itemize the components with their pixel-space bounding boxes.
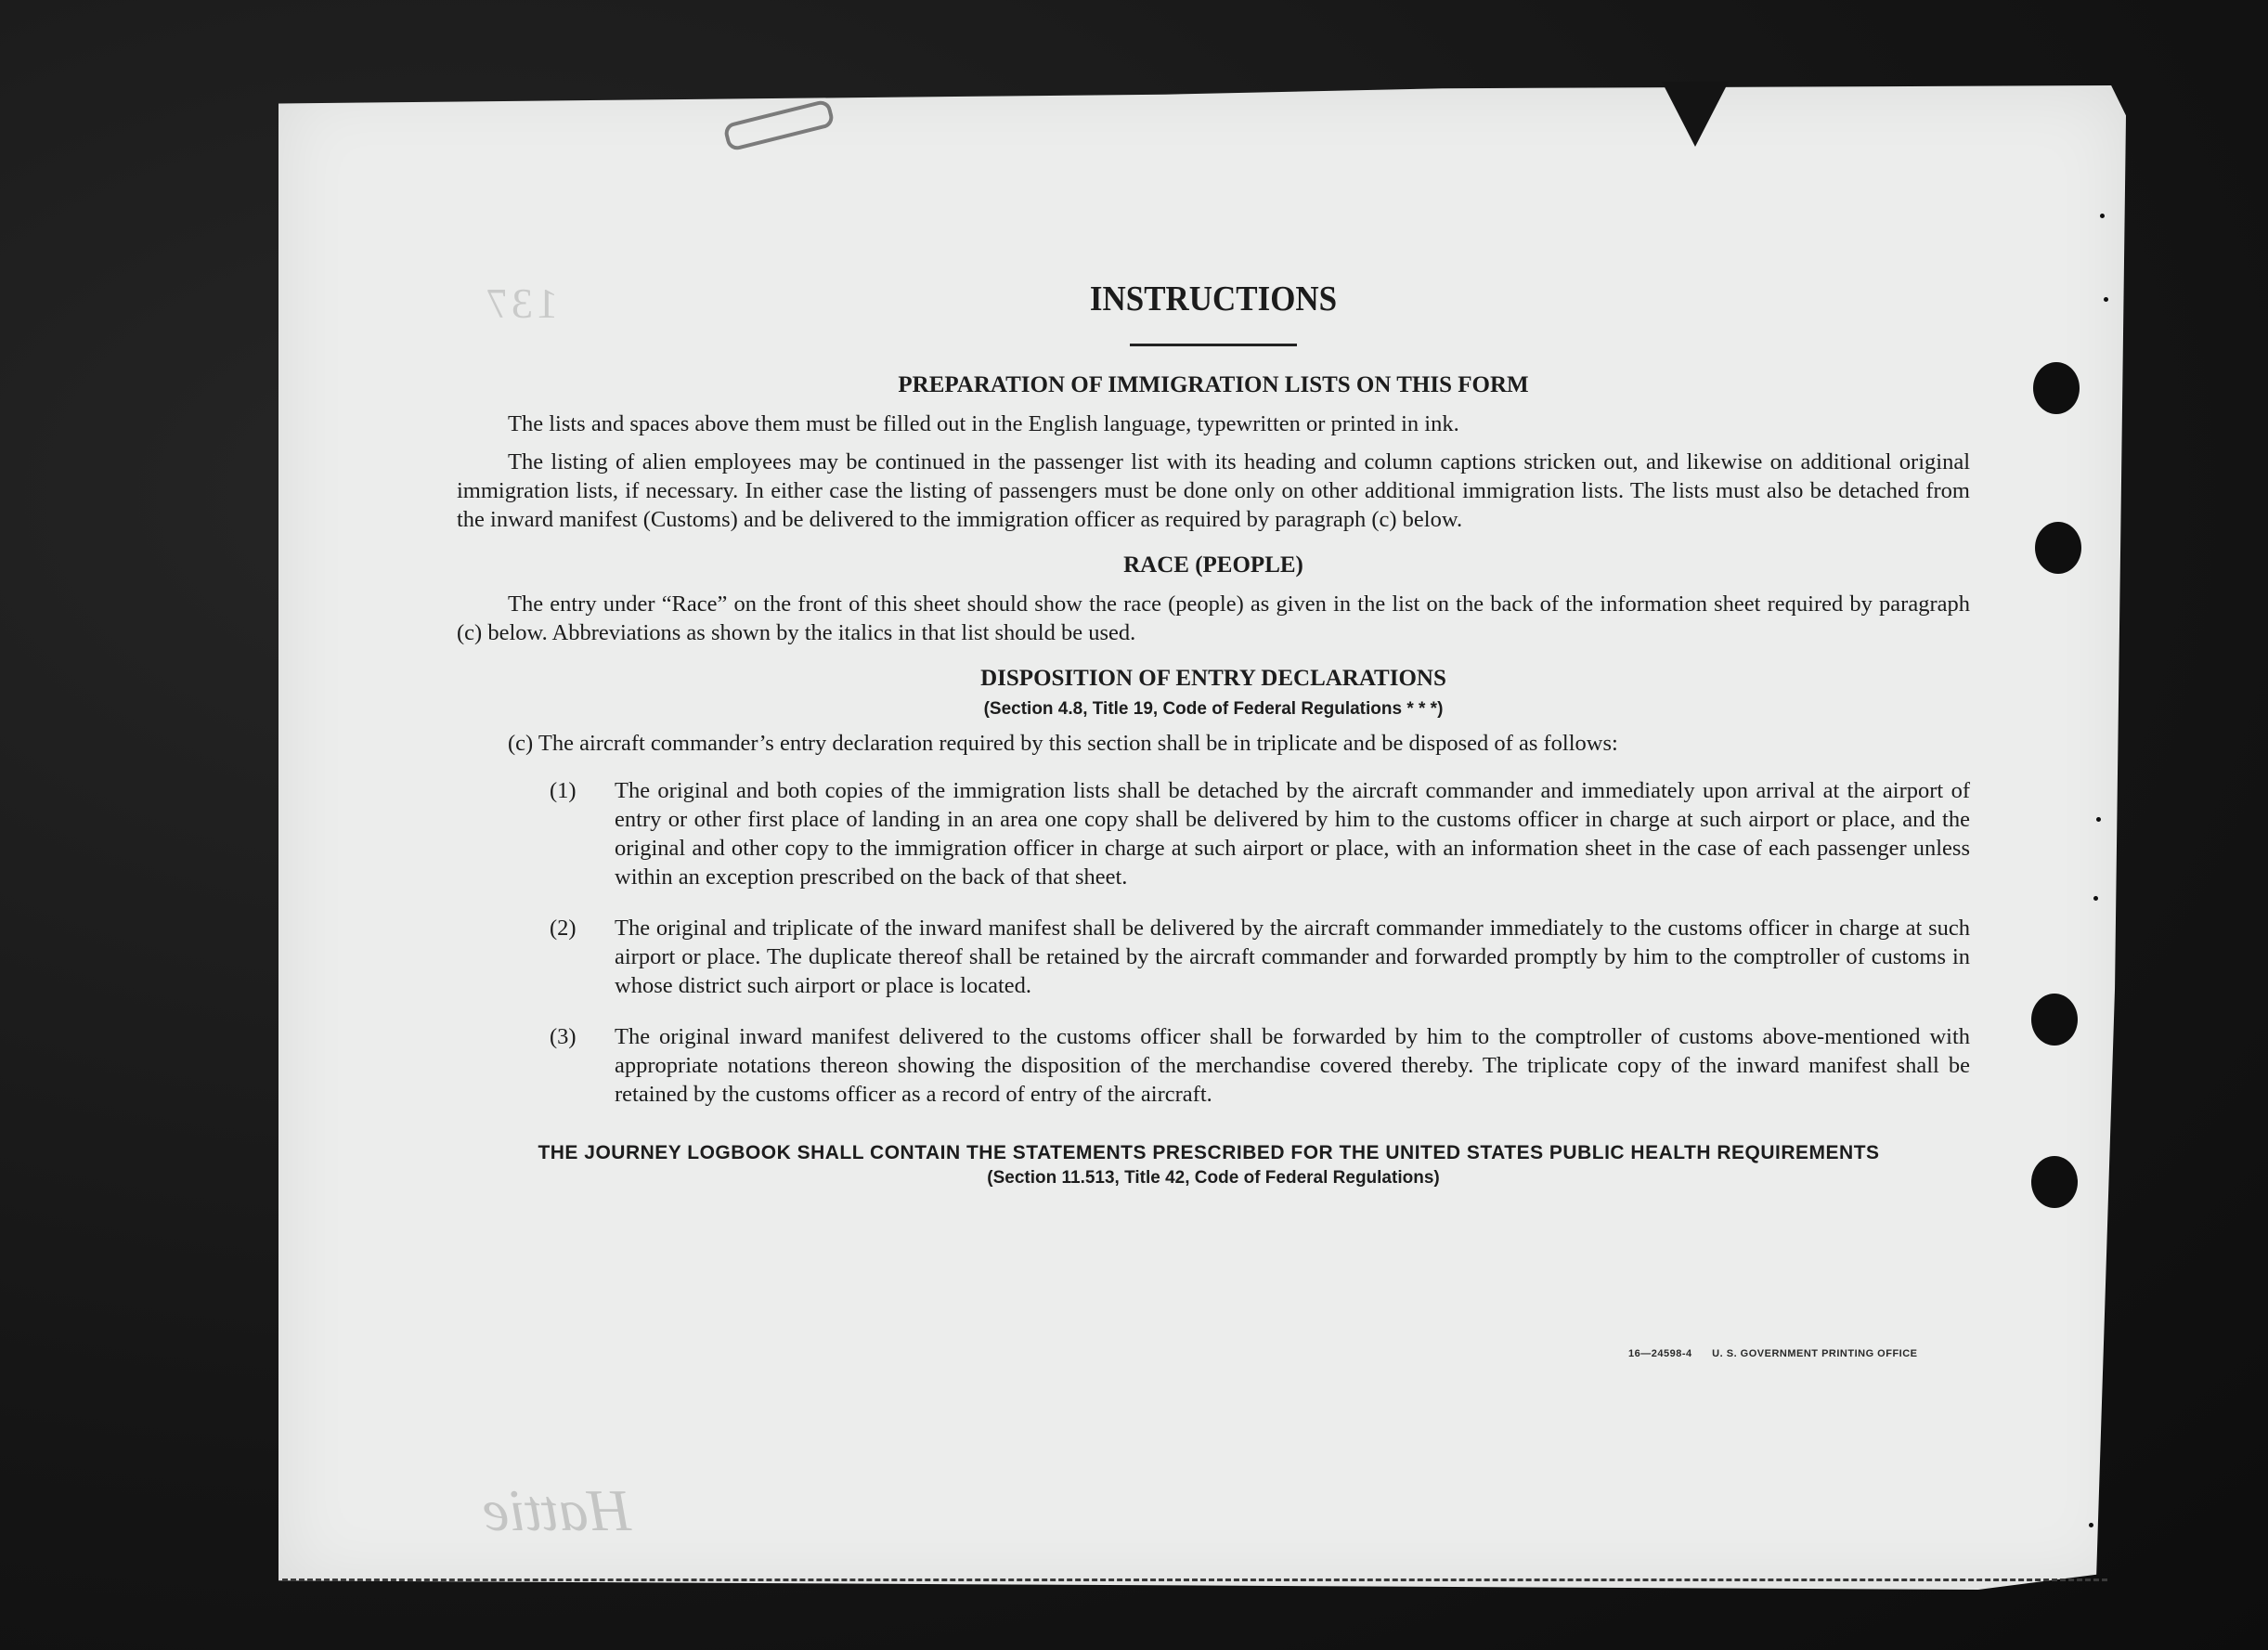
title-underline (1130, 344, 1297, 346)
punch-hole (2031, 1156, 2078, 1208)
form-number: 16—24598-4 (1628, 1348, 1692, 1359)
page-title: INSTRUCTIONS (1089, 279, 1338, 318)
printing-office-line (1628, 1348, 1935, 1359)
item-text: The original and triplicate of the inward manifest shall be delivered by the aircraft commander immediately to the customs officer in charge at such airport or place. The duplicate thereof shall be retained by the aircraft commander and forwarded promptly by him to the comptroller of customs in whose district such airport or place is located. (615, 916, 1970, 998)
scan-speck (2096, 817, 2101, 822)
footer-statement: THE JOURNEY LOGBOOK SHALL CONTAIN THE STATEMENTS PRESCRIBED FOR THE UNITED STATES PUBLIC HEALTH REQUIREMENTS (538, 1142, 1880, 1163)
scan-speck (2100, 214, 2105, 218)
item-number: (1) (550, 778, 577, 803)
disposition-citation: (Section 4.8, Title 19, Code of Federal Regulations * * *) (983, 699, 1444, 719)
disposition-item-2 (457, 914, 1970, 1000)
preparation-paragraph-1: The lists and spaces above them must be filled out in the English language, typewritten or printed in ink. (508, 411, 1459, 436)
disposition-item-1 (457, 776, 1970, 891)
race-heading: RACE (PEOPLE) (1123, 552, 1303, 578)
paper-tear (1662, 82, 1729, 147)
preparation-paragraph-2: The listing of alien employees may be continued in the passenger list with its heading and column captions stricken out, and likewise on additional original immigration lists, if necessary. In either case the listing of passengers must be done only on other additional immigration lists. The lists must also be detached from the inward manifest (Customs) and be delivered to the immigration officer as required by paragraph (c) below. (457, 449, 1970, 532)
footer-citation: (Section 11.513, Title 42, Code of Federal Regulations) (987, 1168, 1440, 1188)
printer-name: U. S. GOVERNMENT PRINTING OFFICE (1712, 1348, 1918, 1359)
perforation-line (282, 1579, 2107, 1581)
bleed-through-number: 137 (483, 279, 558, 327)
punch-hole (2031, 994, 2078, 1046)
race-paragraph: The entry under “Race” on the front of this sheet should show the race (people) as given in the list on the back of the information sheet required by paragraph (c) below. Abbreviations as shown by the italics in that list should be used. (457, 591, 1970, 645)
scan-speck (2093, 896, 2098, 901)
item-number: (2) (550, 916, 577, 941)
item-text: The original inward manifest delivered to the customs officer shall be forwarded by him to the comptroller of customs above-mentioned with appropriate notations thereon showing the disposition of the merchandise covered thereby. The triplicate copy of the inward manifest shall be retained by the customs officer as a record of entry of the aircraft. (615, 1024, 1970, 1107)
punch-hole (2033, 362, 2080, 414)
scan-speck (2104, 297, 2108, 302)
disposition-intro: (c) The aircraft commander’s entry declaration required by this section shall be in triplicate and be disposed of as follows: (508, 731, 1618, 756)
disposition-item-3 (457, 1022, 1970, 1109)
punch-hole (2035, 522, 2081, 574)
scan-speck (2089, 1523, 2093, 1527)
disposition-heading: DISPOSITION OF ENTRY DECLARATIONS (980, 666, 1446, 691)
instructions-content (457, 279, 1970, 1189)
preparation-heading: PREPARATION OF IMMIGRATION LISTS ON THIS FORM (898, 372, 1529, 397)
bleed-through-signature: Hattie (483, 1477, 631, 1543)
item-text: The original and both copies of the immigration lists shall be detached by the aircraft commander and immediately upon arrival at the airport of entry or other first place of landing in an area one copy shall be delivered by him to the customs officer in charge at such airport or place, and the original and other copy to the immigration officer in charge at such airport or place, with an information sheet in the case of each passenger unless within an exception prescribed on the back of that sheet. (615, 778, 1970, 890)
item-number: (3) (550, 1024, 577, 1049)
